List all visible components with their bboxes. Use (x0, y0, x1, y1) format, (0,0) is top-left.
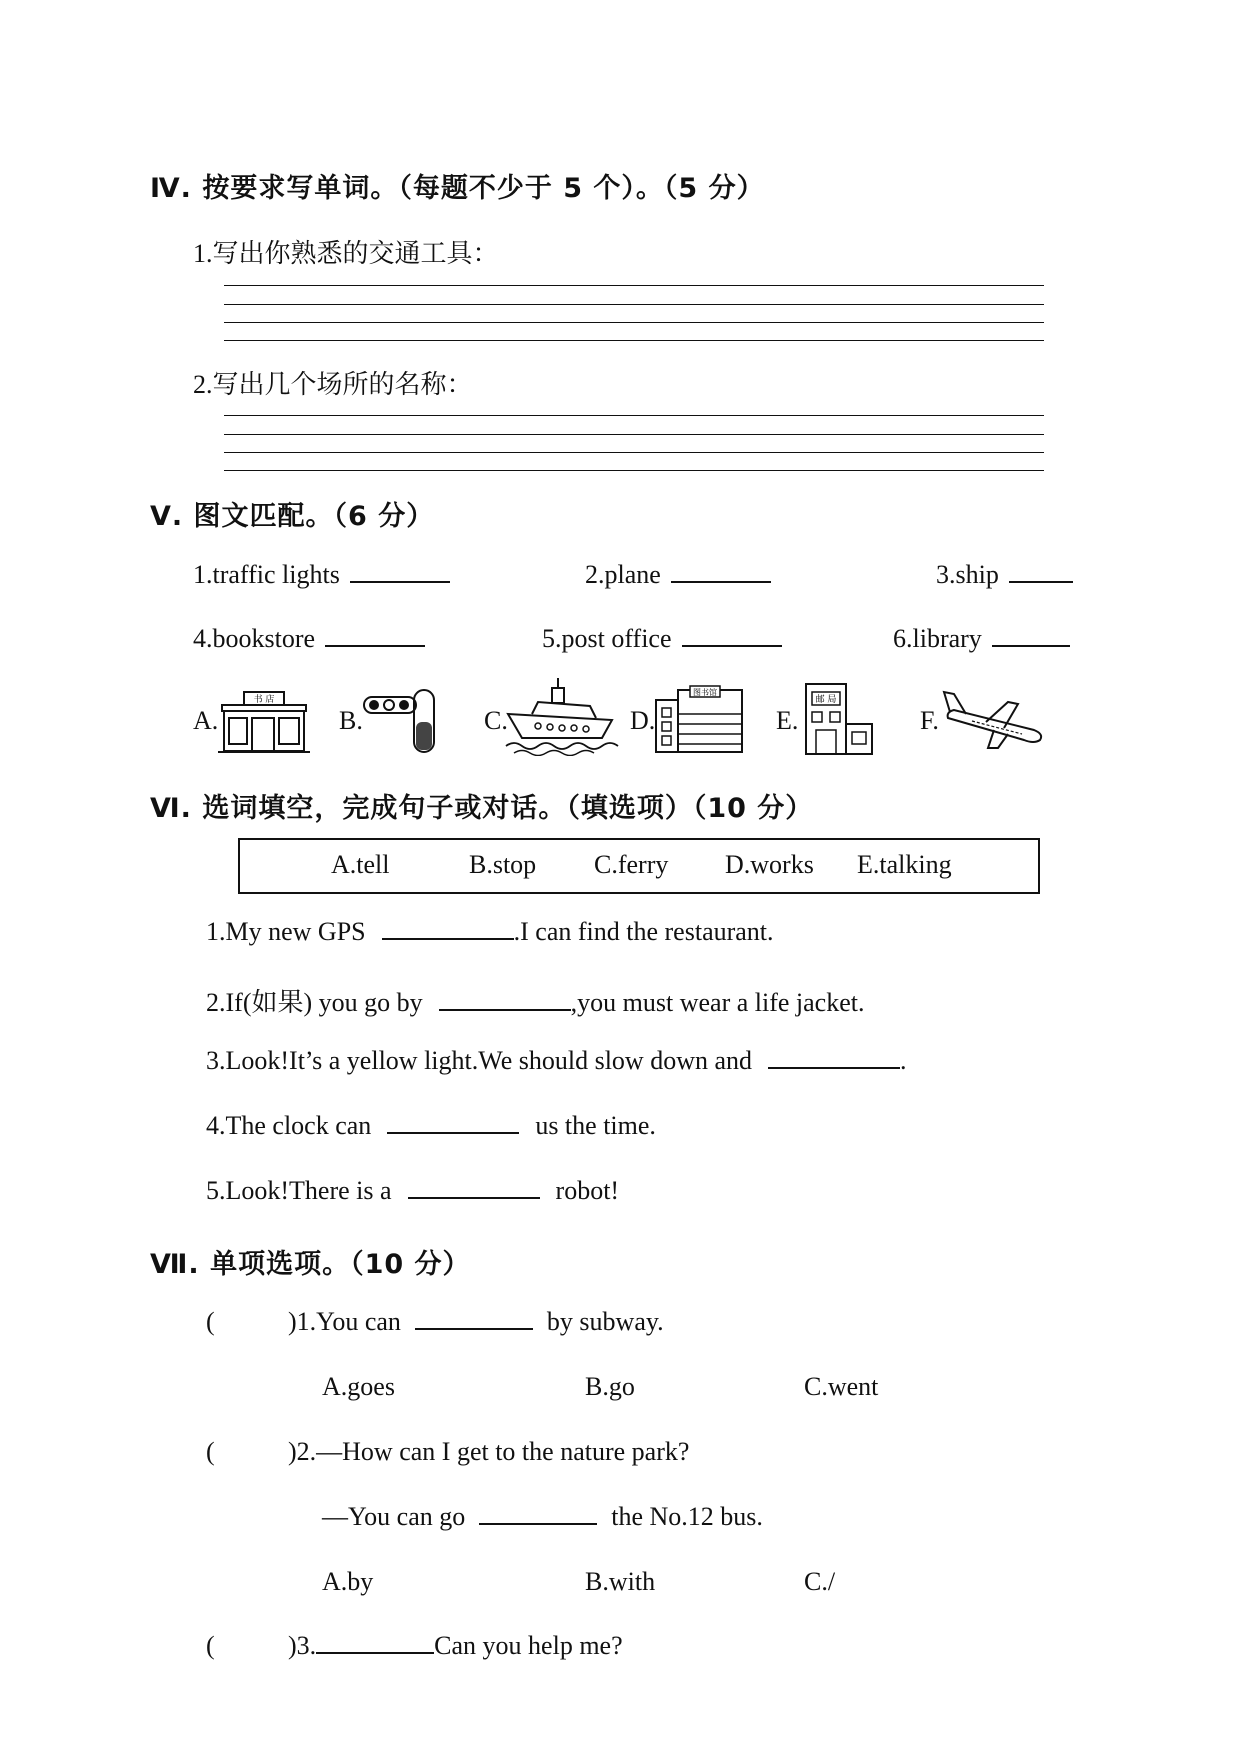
section-7-title: Ⅶ. 单项选项。（10 分） (150, 1249, 471, 1280)
choice-question-2-line2: —You can go the No.12 bus. (322, 1502, 763, 1531)
choice-question-2: )2.—How can I get to the nature park? (288, 1437, 690, 1466)
answer-blank[interactable] (671, 580, 771, 583)
bookstore-icon (218, 688, 310, 754)
match-item-5: 5.post office (542, 624, 782, 654)
answer-blank[interactable] (350, 580, 450, 583)
fill-question-2: 2.If(如果) you go by ,you must wear a life jacket. (206, 988, 865, 1017)
picture-label-b: B. (339, 706, 363, 735)
picture-label-a: A. (193, 706, 219, 735)
answer-line[interactable] (224, 452, 1044, 453)
answer-line[interactable] (224, 285, 1044, 286)
answer-blank[interactable] (682, 644, 782, 647)
picture-label-f: F. (920, 706, 939, 735)
answer-line[interactable] (224, 470, 1044, 471)
answer-blank[interactable] (1009, 580, 1073, 583)
word-option-d: D.works (725, 850, 814, 879)
plane-icon (942, 688, 1046, 752)
answer-blank[interactable] (316, 1651, 434, 1654)
answer-blank[interactable] (408, 1196, 540, 1199)
answer-line[interactable] (224, 304, 1044, 305)
answer-blank[interactable] (768, 1066, 900, 1069)
answer-line[interactable] (224, 340, 1044, 341)
svg-text:图书馆: 图书馆 (693, 688, 717, 697)
section-5-title: Ⅴ. 图文匹配。（6 分） (150, 501, 435, 532)
svg-text:邮 局: 邮 局 (815, 695, 837, 705)
ship-icon (504, 676, 620, 756)
paren-open[interactable]: ( (206, 1307, 215, 1336)
answer-line[interactable] (224, 415, 1044, 416)
word-option-a: A.tell (331, 850, 390, 879)
q2-option-a[interactable]: A.by (322, 1567, 374, 1596)
match-item-2: 2.plane (585, 560, 771, 590)
answer-line[interactable] (224, 322, 1044, 323)
svg-text:书 店: 书 店 (253, 695, 275, 705)
fill-question-3: 3.Look!It’s a yellow light.We should slow down and . (206, 1046, 907, 1075)
answer-blank[interactable] (992, 644, 1070, 647)
match-item-6: 6.library (893, 624, 1070, 654)
answer-blank[interactable] (439, 1008, 571, 1011)
choice-question-1: )1.You can by subway. (288, 1307, 664, 1336)
section-4-q1: 1.写出你熟悉的交通工具： (193, 239, 499, 268)
word-option-e: E.talking (857, 850, 952, 879)
paren-open[interactable]: ( (206, 1631, 215, 1660)
fill-question-5: 5.Look!There is a robot! (206, 1176, 620, 1205)
fill-question-1: 1.My new GPS .I can find the restaurant. (206, 917, 774, 946)
q1-option-c[interactable]: C.went (804, 1372, 879, 1401)
answer-blank[interactable] (387, 1131, 519, 1134)
fill-question-4: 4.The clock can us the time. (206, 1111, 656, 1140)
word-option-b: B.stop (469, 850, 537, 879)
q1-option-a[interactable]: A.goes (322, 1372, 395, 1401)
q2-option-b[interactable]: B.with (585, 1567, 656, 1596)
library-icon (654, 684, 746, 754)
picture-label-e: E. (776, 706, 799, 735)
section-6-title: Ⅵ. 选词填空，完成句子或对话。（填选项）（10 分） (150, 793, 814, 824)
word-option-c: C.ferry (594, 850, 669, 879)
section-4-q2: 2.写出几个场所的名称： (193, 370, 473, 399)
post-office-icon (800, 680, 876, 756)
q1-option-b[interactable]: B.go (585, 1372, 635, 1401)
picture-label-d: D. (630, 706, 656, 735)
answer-blank[interactable] (325, 644, 425, 647)
match-item-3: 3.ship (936, 560, 1073, 590)
paren-open[interactable]: ( (206, 1437, 215, 1466)
section-4-title: Ⅳ. 按要求写单词。（每题不少于 5 个）。（5 分） (150, 173, 765, 204)
q2-option-c[interactable]: C./ (804, 1567, 836, 1596)
picture-label-c: C. (484, 706, 508, 735)
answer-blank[interactable] (479, 1522, 597, 1525)
answer-blank[interactable] (382, 937, 514, 940)
match-item-1: 1.traffic lights (193, 560, 450, 590)
answer-line[interactable] (224, 434, 1044, 435)
answer-blank[interactable] (415, 1327, 533, 1330)
traffic-lights-icon (362, 688, 438, 754)
match-item-4: 4.bookstore (193, 624, 425, 654)
choice-question-3: )3. Can you help me? (288, 1631, 623, 1660)
